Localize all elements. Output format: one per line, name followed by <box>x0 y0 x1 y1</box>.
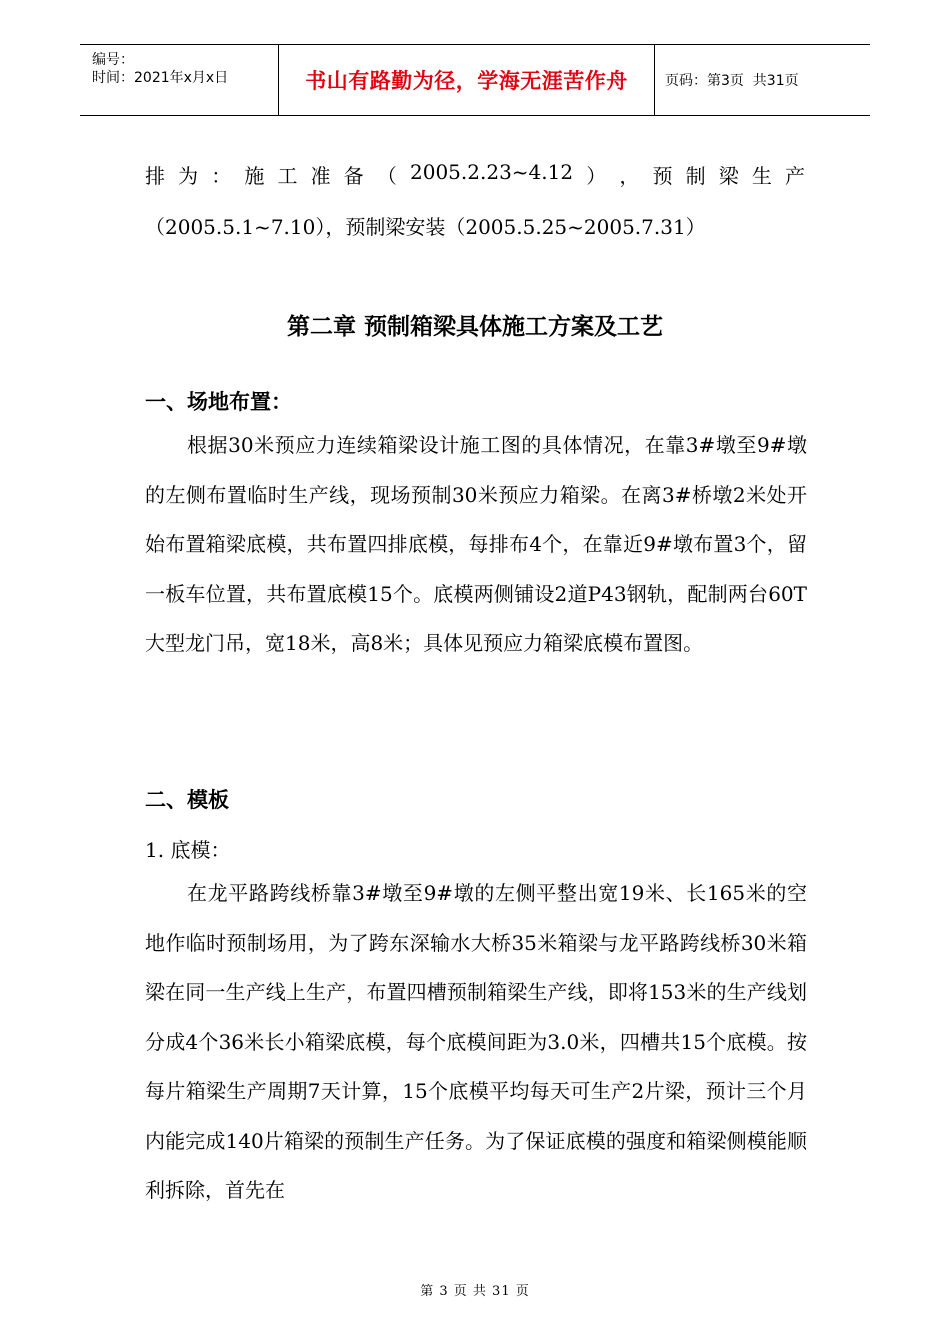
header-motto-cell <box>279 45 655 115</box>
intro-token: 2005.2.23~4.12 <box>410 160 574 184</box>
intro-token: ， <box>619 164 640 188</box>
intro-token: 备 <box>343 164 364 188</box>
intro-token: 生 <box>751 164 772 188</box>
intro-token: （ <box>376 164 397 188</box>
section-1-body: 根据30米预应力连续箱梁设计施工图的具体情况，在靠3#墩至9#墩的左侧布置临时生产线，现场预制30米预应力箱梁。在离3#桥墩2米处开始布置箱梁底模，共布置四排底模，每排布4个，在靠近9#墩布置3个，留一板车位置，共布置底模15个。底模两侧铺设2道P43钢轨，配制两台60T大型龙门吊，宽18米，高8米；具体见预应力箱梁底模布置图。 <box>145 433 807 655</box>
intro-token: ） <box>586 164 607 188</box>
intro-token: 施 <box>244 164 265 188</box>
header-meta-cell <box>80 45 279 115</box>
intro-token: 工 <box>277 164 298 188</box>
intro-token: 制 <box>685 164 706 188</box>
section-2-body: 在龙平路跨线桥靠3#墩至9#墩的左侧平整出宽19米、长165米的空地作临时预制场用，为了跨东深输水大桥35米箱梁与龙平路跨线桥30米箱梁在同一生产线上生产，布置四槽预制箱梁生产线，即将153米的生产线划分成4个36米长小箱梁底模，每个底模间距为3.0米，四槽共15个底模。按每片箱梁生产周期7天计算，15个底模平均每天可生产2片梁，预计三个月内能完成140片箱梁的预制生产任务。为了保证底模的强度和箱梁侧模能顺利拆除，首先在 <box>145 881 807 1202</box>
subsection-1-title: 1. 底模： <box>145 838 231 862</box>
page-info: 页码：第3页 共31页 <box>665 73 799 89</box>
intro-token: 产 <box>784 164 805 188</box>
motto-text: 书山有路勤为径，学海无涯苦作舟 <box>305 69 628 93</box>
page-footer: 第 3 页 共 31 页 <box>420 1284 530 1299</box>
intro-line-1 <box>145 160 805 189</box>
header-table <box>80 44 870 116</box>
intro-token: ： <box>211 164 232 188</box>
intro-line-2: （2005.5.1~7.10），预制梁安装（2005.5.25~2005.7.31） <box>145 215 706 239</box>
intro-token: 预 <box>652 164 673 188</box>
intro-token: 排 <box>145 164 165 188</box>
section-2-title: 二、模板 <box>145 788 229 812</box>
number-label: 编号： <box>92 52 134 68</box>
intro-token: 为 <box>178 164 199 188</box>
intro-token: 梁 <box>718 164 739 188</box>
time-label: 时间：2021年x月x日 <box>92 70 229 86</box>
chapter-title: 第二章 预制箱梁具体施工方案及工艺 <box>286 314 663 340</box>
intro-token: 准 <box>310 164 331 188</box>
section-1-title: 一、场地布置： <box>145 390 292 414</box>
